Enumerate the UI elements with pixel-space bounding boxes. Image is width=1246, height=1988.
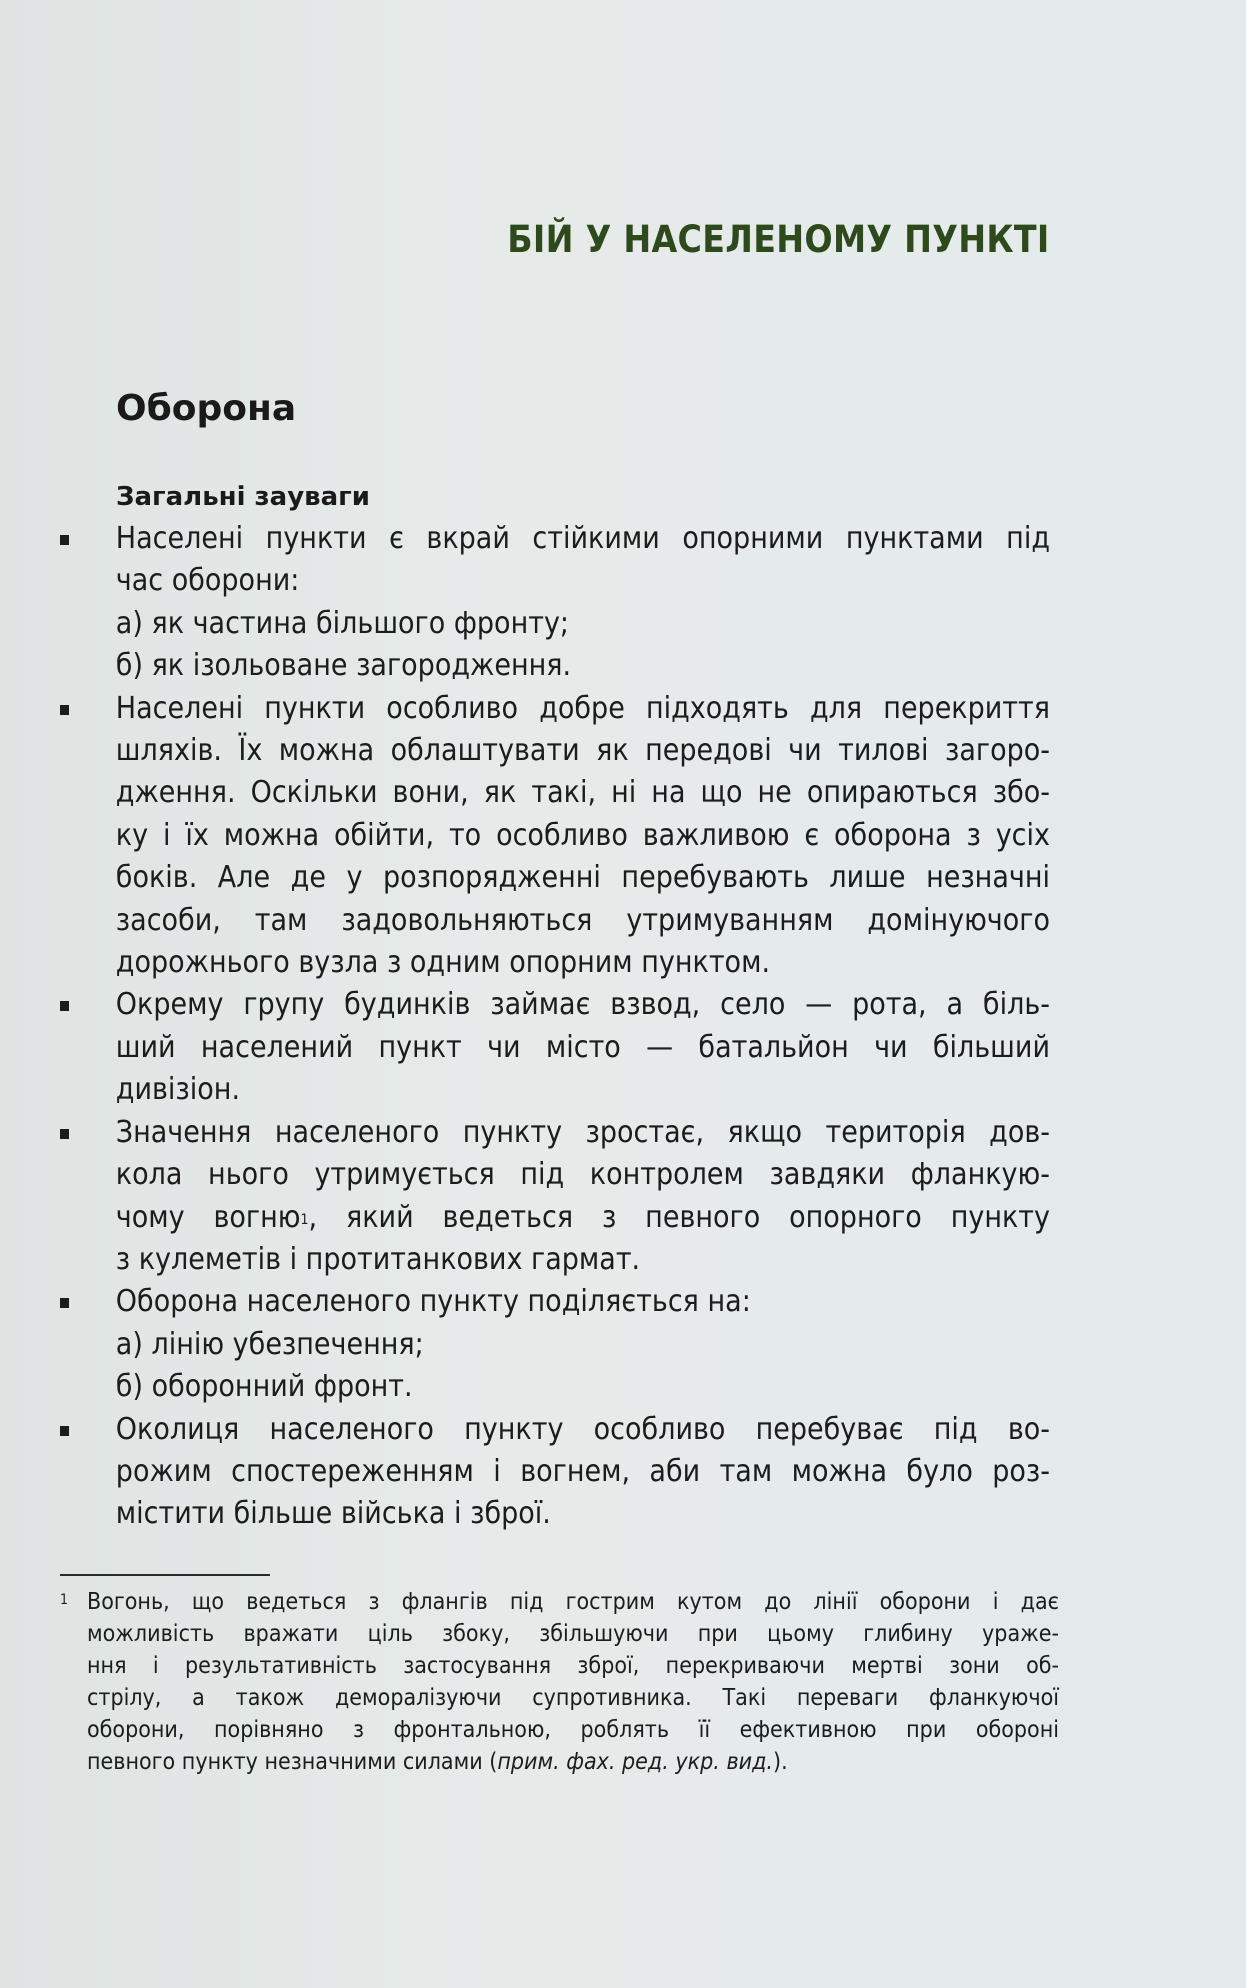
- footnote: [60, 1586, 1059, 1778]
- bullet-icon: [60, 1129, 69, 1139]
- text-line: з кулеметів і протитанкових гармат.: [115, 1241, 641, 1277]
- footnote-divider: [60, 1574, 270, 1576]
- text-line: Оборона населеного пункту поділяється на:: [115, 1284, 751, 1320]
- sub-item: а) як частина більшого фронту;: [115, 605, 570, 641]
- text-line: час оборони:: [115, 563, 300, 599]
- sub-item: б) оборонний фронт.: [115, 1369, 413, 1405]
- text-line: шляхів. Їх можна облаштувати як передові чи тилові загоро-: [115, 733, 1051, 769]
- text-line: Околиця населеного пункту особливо перебуває під во-: [115, 1411, 1051, 1447]
- body-text: [60, 518, 1050, 1536]
- footnote-line: оборони, порівняно з фронтальною, роблять її ефективною при обороні: [87, 1717, 1059, 1743]
- text-line: містити більше війська і зброї.: [115, 1496, 551, 1532]
- text-fragment: ).: [772, 1749, 788, 1775]
- text-fragment: чому вогню: [115, 1199, 301, 1235]
- footnote-line: ння і результативність застосування зброї, перекриваючи мертві зони об-: [87, 1653, 1059, 1679]
- bullet-icon: [60, 1001, 69, 1011]
- footnote-ref[interactable]: 1: [300, 1211, 309, 1228]
- text-line: кола нього утримується під контролем завдяки фланкую-: [115, 1157, 1051, 1193]
- footnote-line: можливість вражати ціль збоку, збільшуючи при цьому глибину ураже-: [87, 1621, 1059, 1647]
- text-fragment: певного пункту незначними силами (: [87, 1749, 498, 1775]
- text-line: засоби, там задовольняються утримуванням домінуючого: [115, 902, 1051, 938]
- sub-item: а) лінію убезпечення;: [115, 1326, 424, 1362]
- footnote-line: стрілу, а також деморалізуючи супротивника. Такі переваги фланкуючої: [87, 1685, 1059, 1711]
- bullet-icon: [60, 1426, 69, 1436]
- text-line: ший населений пункт чи місто — батальйон чи більший: [115, 1029, 1051, 1065]
- footnote-mark: 1: [60, 1592, 69, 1608]
- bullet-icon: [60, 705, 69, 715]
- text-line: Населені пункти є вкрай стійкими опорними пунктами під: [115, 521, 1051, 556]
- list-item: [60, 1112, 1050, 1282]
- footnote-line: [87, 1746, 1059, 1778]
- subheading: Загальні зауваги: [116, 482, 370, 512]
- text-line: дорожнього вузла з одним опорним пунктом.: [115, 945, 771, 981]
- text-line: [116, 1197, 1050, 1239]
- text-fragment: , який ведеться з певного опорного пункту: [308, 1199, 1050, 1235]
- section-title: Оборона: [116, 388, 297, 429]
- list-item: [60, 1409, 1050, 1536]
- text-line: ку і їх можна обійти, то особливо важливою є оборона з усіх: [115, 817, 1051, 853]
- bullet-icon: [60, 1298, 69, 1308]
- list-item: [60, 984, 1050, 1111]
- footnote-line: Вогонь, що ведеться з флангів під гострим кутом до лінії оборони і дає: [87, 1589, 1059, 1615]
- chapter-title: БІЙ У НАСЕЛЕНОМУ ПУНКТІ: [507, 218, 1050, 261]
- list-item: [60, 518, 1050, 688]
- text-line: Населені пункти особливо добре підходять для перекриття: [115, 690, 1051, 726]
- bullet-icon: [60, 535, 69, 545]
- text-line: Окрему групу будинків займає взвод, село — рота, а біль-: [115, 987, 1051, 1023]
- text-line: дження. Оскільки вони, як такі, ні на що не опираються збо-: [115, 775, 1051, 811]
- text-line: боків. Але де у розпорядженні перебувають лише незначні: [115, 860, 1051, 896]
- editor-note: прим. фах. ред. укр. вид.: [497, 1749, 773, 1775]
- sub-item: б) як ізольоване загородження.: [115, 648, 572, 684]
- list-item: [60, 1281, 1050, 1408]
- text-line: Значення населеного пункту зростає, якщо територія дов-: [115, 1114, 1051, 1150]
- list-item: [60, 688, 1050, 985]
- text-line: рожим спостереженням і вогнем, аби там можна було роз-: [115, 1453, 1051, 1489]
- text-line: дивізіон.: [115, 1072, 241, 1108]
